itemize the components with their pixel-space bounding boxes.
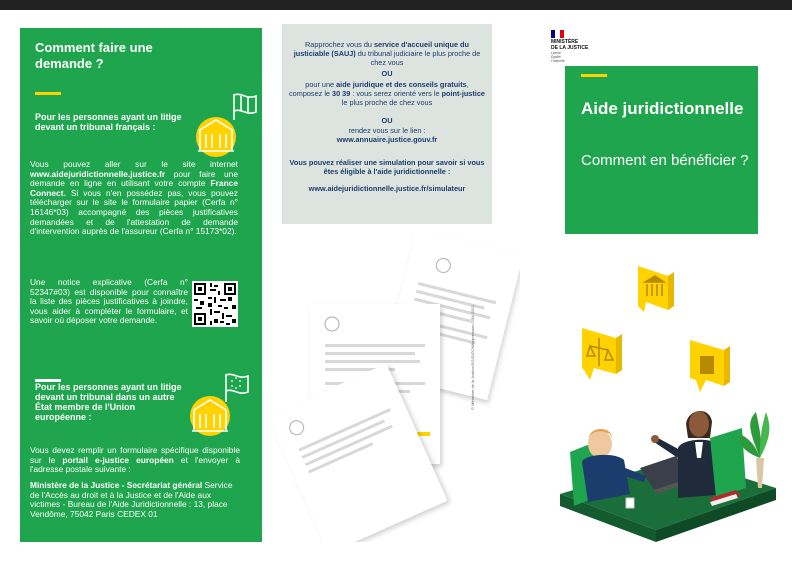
print-credit: © Ministère de la Justice/SG/DICOM/impression CRA 2022 <box>470 305 475 410</box>
or-separator-2: OU <box>381 116 393 125</box>
cover-yellow-bar <box>581 74 607 77</box>
simulation-text: Vous pouvez réaliser une simulation pour savoir si vous êtes éligible à l'aide juridictionnelle : <box>289 158 485 176</box>
documents-illustration <box>270 232 520 542</box>
republic-motto: Liberté Égalité Fraternité <box>551 51 565 63</box>
simulator-link[interactable]: www.aidejuridictionnelle.justice.fr/simulateur <box>308 184 466 193</box>
portal-link[interactable]: portail e-justice européen <box>62 454 174 465</box>
viewer-top-bar <box>0 0 792 10</box>
qr-code[interactable] <box>192 281 238 327</box>
sauj-text: Rapprochez vous du service d'accueil unique du justiciable (SAUJ) du tribunal judiciaire le plus proche de chez vous <box>293 40 481 67</box>
courthouse-flag-icon <box>194 90 258 160</box>
france-connect-text: France Connect. <box>30 178 238 198</box>
cover-subtitle: Comment en bénéficier ? <box>581 152 749 169</box>
section-title: Comment faire une demande ? <box>35 40 153 71</box>
link-intro: rendez vous sur le lien : <box>348 126 426 135</box>
consultation-illustration <box>560 262 776 546</box>
bubble-scales-icon <box>582 328 622 380</box>
or-separator-1: OU <box>381 69 393 78</box>
postal-address: Ministère de la Justice - Secrétariat général Service de l'Accès au droit et à la Justice et de l'Aide aux victimes - Bureau de l'Aide Juridictionnelle : 13, place Vendôme, 75042 Paris CEDEX 01 <box>30 480 233 519</box>
ministry-name: MINISTÈRE DE LA JUSTICE <box>551 39 589 51</box>
left-green-panel <box>20 28 262 542</box>
yellow-divider <box>35 92 61 95</box>
section1-heading: Pour les personnes ayant un litige devant un tribunal français : <box>35 112 182 132</box>
cover-title: Aide juridictionnelle <box>581 99 744 118</box>
section2-heading: Pour les personnes ayant un litige devant un tribunal dans un autre État membre de l'Union européenne : <box>35 382 182 422</box>
contact-info-box <box>282 24 492 224</box>
courthouse-eu-flag-icon <box>170 368 250 440</box>
section2-paragraph1: Vous devez remplir un formulaire spécifique disponible sur le portail e-justice européen et l'envoyer à l'adresse postale suivante : <box>30 445 240 475</box>
bubble-courthouse-icon <box>638 266 674 312</box>
annuaire-link[interactable]: www.annuaire.justice.gouv.fr <box>336 135 438 144</box>
section1-paragraph2: Une notice explicative (Cerfa n° 52347#03) est disponible pour connaître la liste des pièces justificatives à joindre, vous aider à compléter le formulaire, et savoir où déposer votre demande. <box>30 277 188 326</box>
phone-text: pour une aide juridique et des conseils gratuits, composez le 30 39 : vous serez orienté vers le point-justice le plus proche de chez vous <box>289 80 485 107</box>
site-link[interactable]: www.aidejuridictionnelle.justice.fr <box>30 168 166 179</box>
section1-paragraph1: Vous pouvez aller sur le site internet www.aidejuridictionnelle.justice.fr pour faire une demande en ligne en utilisant votre compte France Connect. Si vous n'en possédez pas, vous pouvez télécharger sur le site le formulaire papier (Cerfa n° 16146*03) accompagné des pièces justificatives demandées et de l'attestation de demande d'intervention auprès de l'assureur (Cerfa n° 15173*02). <box>30 159 238 237</box>
french-flag-icon <box>551 30 564 38</box>
bubble-document-icon <box>690 340 730 392</box>
cover-card <box>565 66 758 234</box>
